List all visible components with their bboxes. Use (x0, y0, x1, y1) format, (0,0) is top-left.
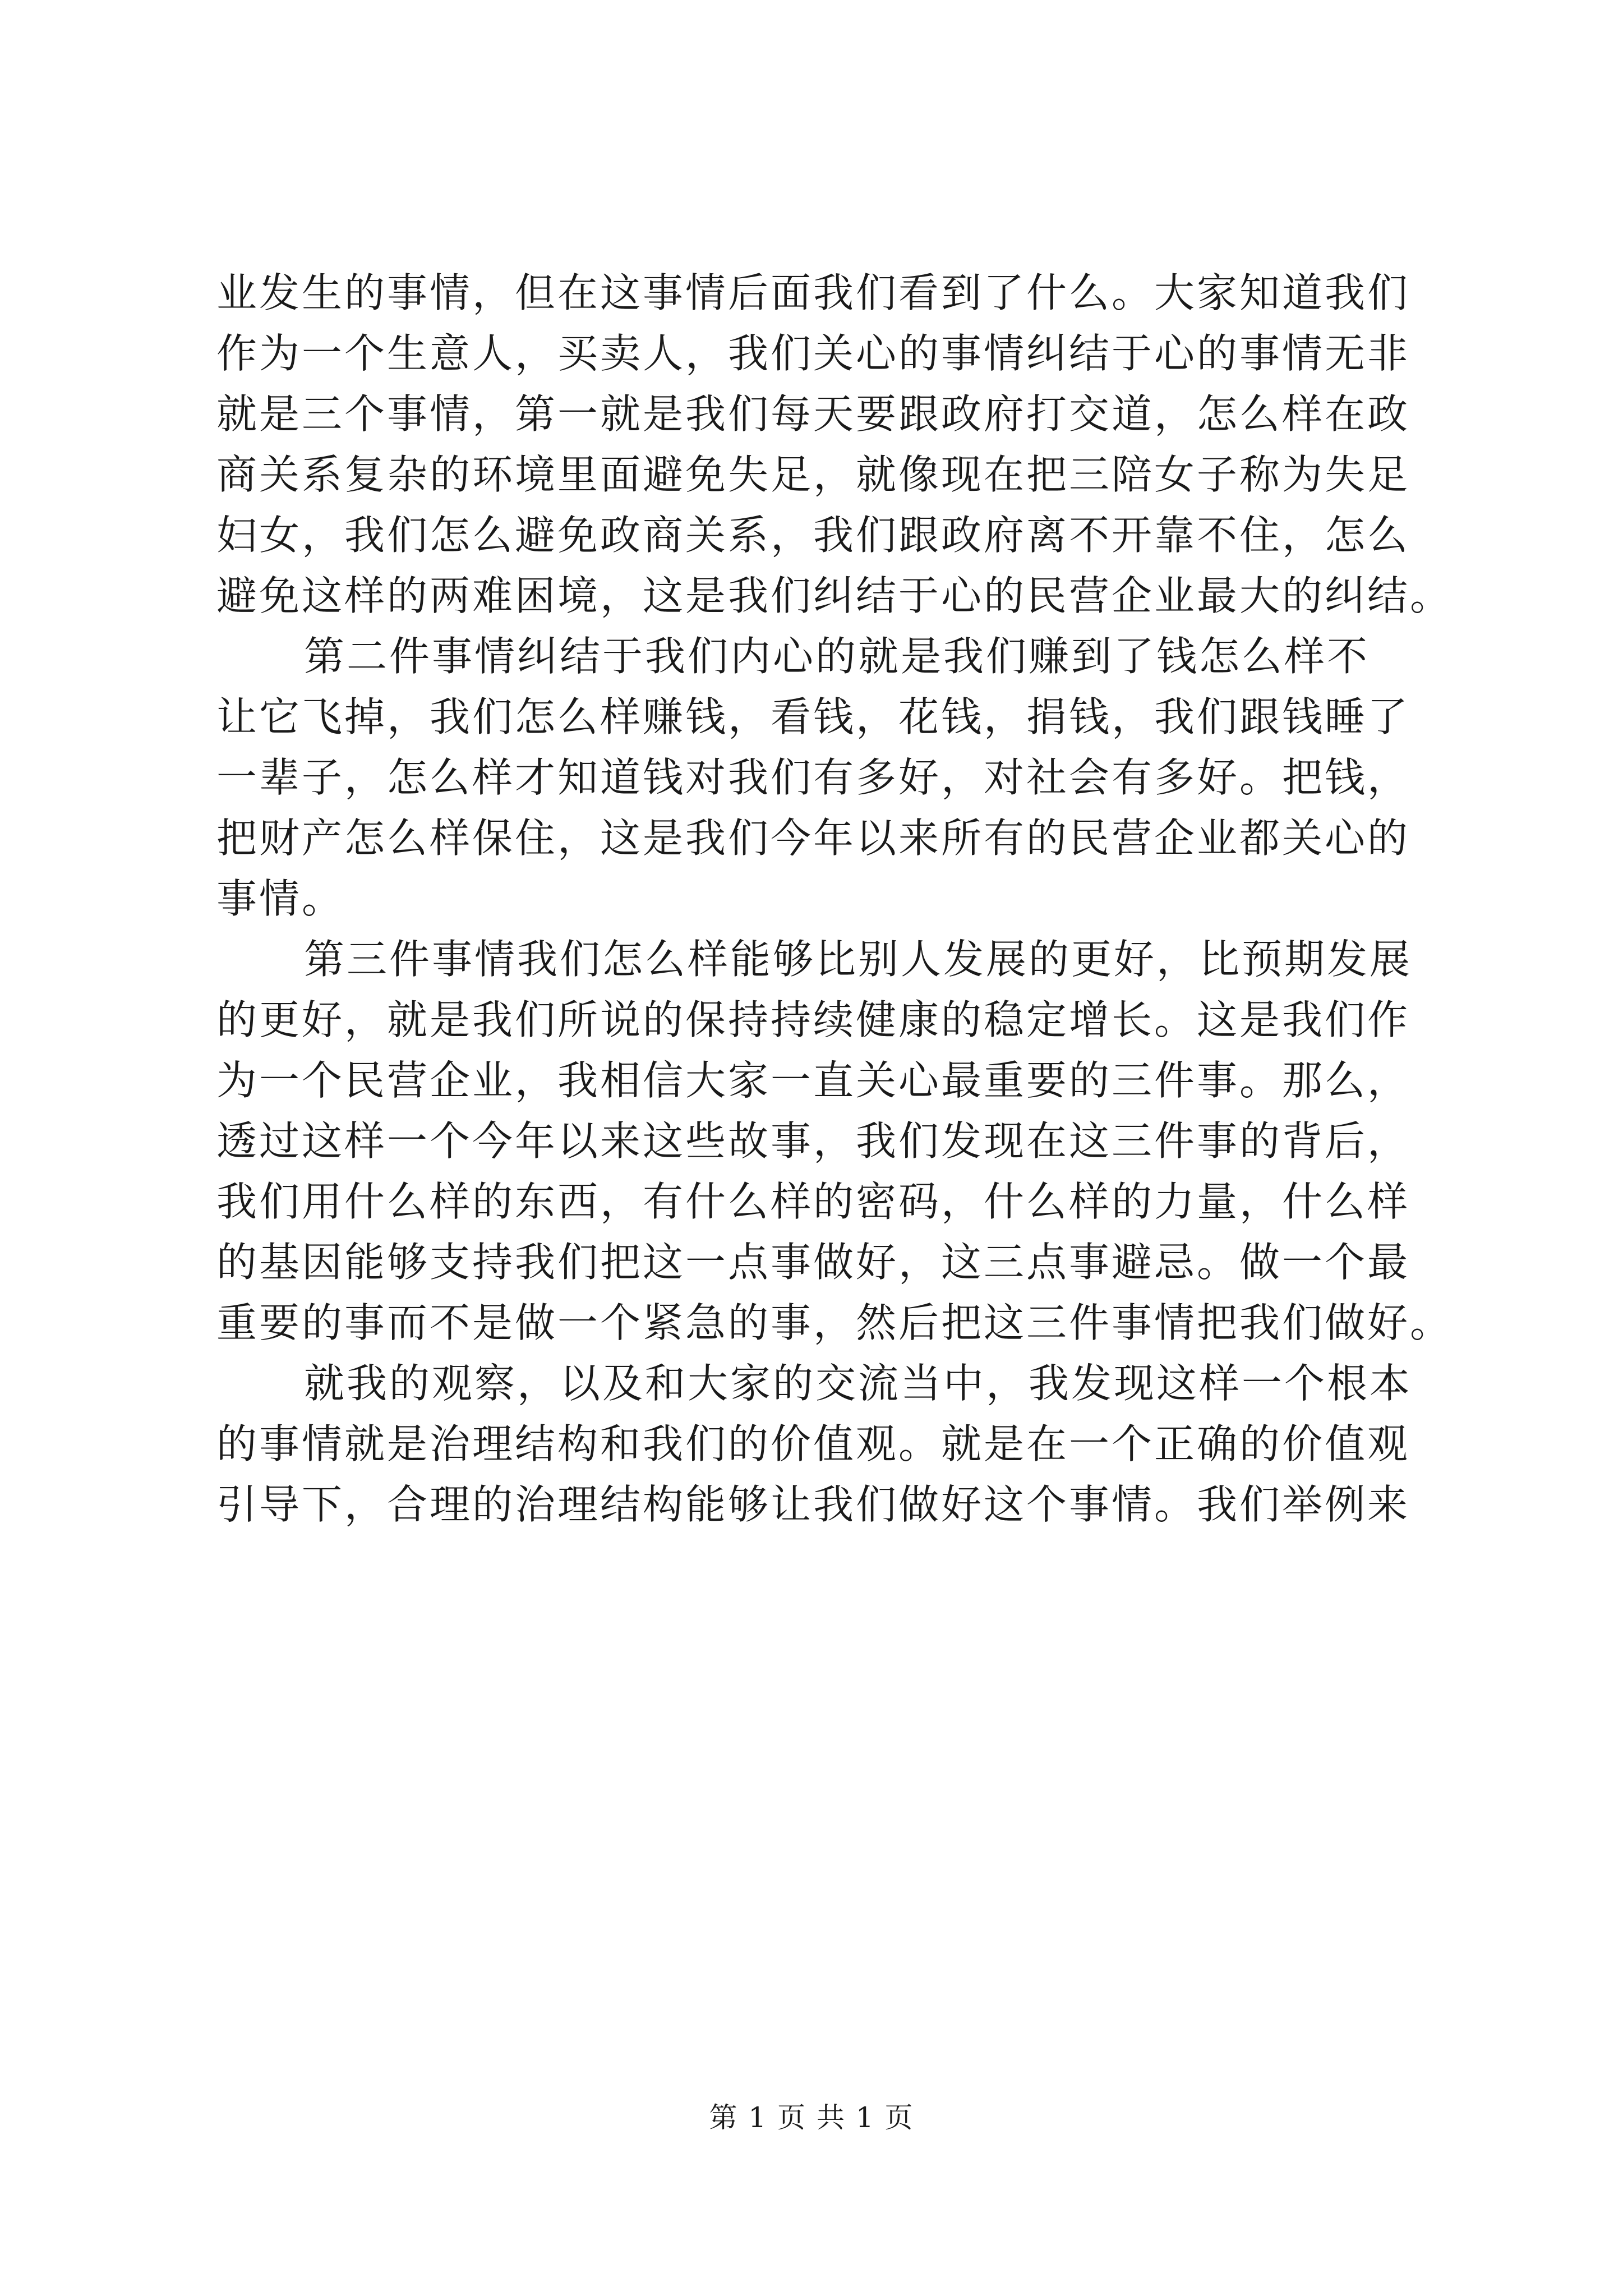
text-line: 引导下，合理的治理结构能够让我们做好这个事情。我们举例来 (216, 1481, 1410, 1528)
page-number-label: 第 1 页 共 1 页 (709, 2101, 914, 2134)
text-line: 业发生的事情，但在这事情后面我们看到了什么。大家知道我们 (216, 269, 1410, 316)
text-line: 重要的事而不是做一个紧急的事，然后把这三件事情把我们做好。 (216, 1299, 1453, 1346)
text-line: 的基因能够支持我们把这一点事做好，这三点事避忌。做一个最 (216, 1239, 1410, 1286)
text-line: 的更好，就是我们所说的保持持续健康的稳定增长。这是我们作 (216, 996, 1410, 1043)
document-body (216, 263, 1453, 1535)
paragraph-first-line: 第二件事情纠结于我们内心的就是我们赚到了钱怎么样不 (304, 633, 1370, 680)
text-line: 的事情就是治理结构和我们的价值观。就是在一个正确的价值观 (216, 1420, 1410, 1467)
paragraph-first-line: 就我的观察，以及和大家的交流当中，我发现这样一个根本 (304, 1360, 1413, 1407)
text-line: 让它飞掉，我们怎么样赚钱，看钱，花钱，捐钱，我们跟钱睡了 (216, 693, 1410, 740)
page-footer (0, 2101, 1623, 2134)
text-line: 事情。 (216, 875, 345, 922)
text-line: 一辈子，怎么样才知道钱对我们有多好，对社会有多好。把钱， (216, 754, 1410, 801)
text-line: 商关系复杂的环境里面避免失足，就像现在把三陪女子称为失足 (216, 451, 1410, 498)
text-line: 就是三个事情，第一就是我们每天要跟政府打交道，怎么样在政 (216, 390, 1410, 438)
text-line: 我们用什么样的东西，有什么样的密码，什么样的力量，什么样 (216, 1178, 1410, 1225)
text-line: 把财产怎么样保住，这是我们今年以来所有的民营企业都关心的 (216, 815, 1410, 862)
paragraph-first-line: 第三件事情我们怎么样能够比别人发展的更好，比预期发展 (304, 936, 1413, 983)
text-line: 透过这样一个今年以来这些故事，我们发现在这三件事的背后， (216, 1117, 1410, 1165)
text-line: 避免这样的两难困境，这是我们纠结于心的民营企业最大的纠结。 (216, 572, 1453, 619)
text-line: 为一个民营企业，我相信大家一直关心最重要的三件事。那么， (216, 1057, 1410, 1104)
text-line: 妇女，我们怎么避免政商关系，我们跟政府离不开靠不住，怎么 (216, 512, 1410, 559)
text-line: 作为一个生意人，买卖人，我们关心的事情纠结于心的事情无非 (216, 330, 1410, 377)
